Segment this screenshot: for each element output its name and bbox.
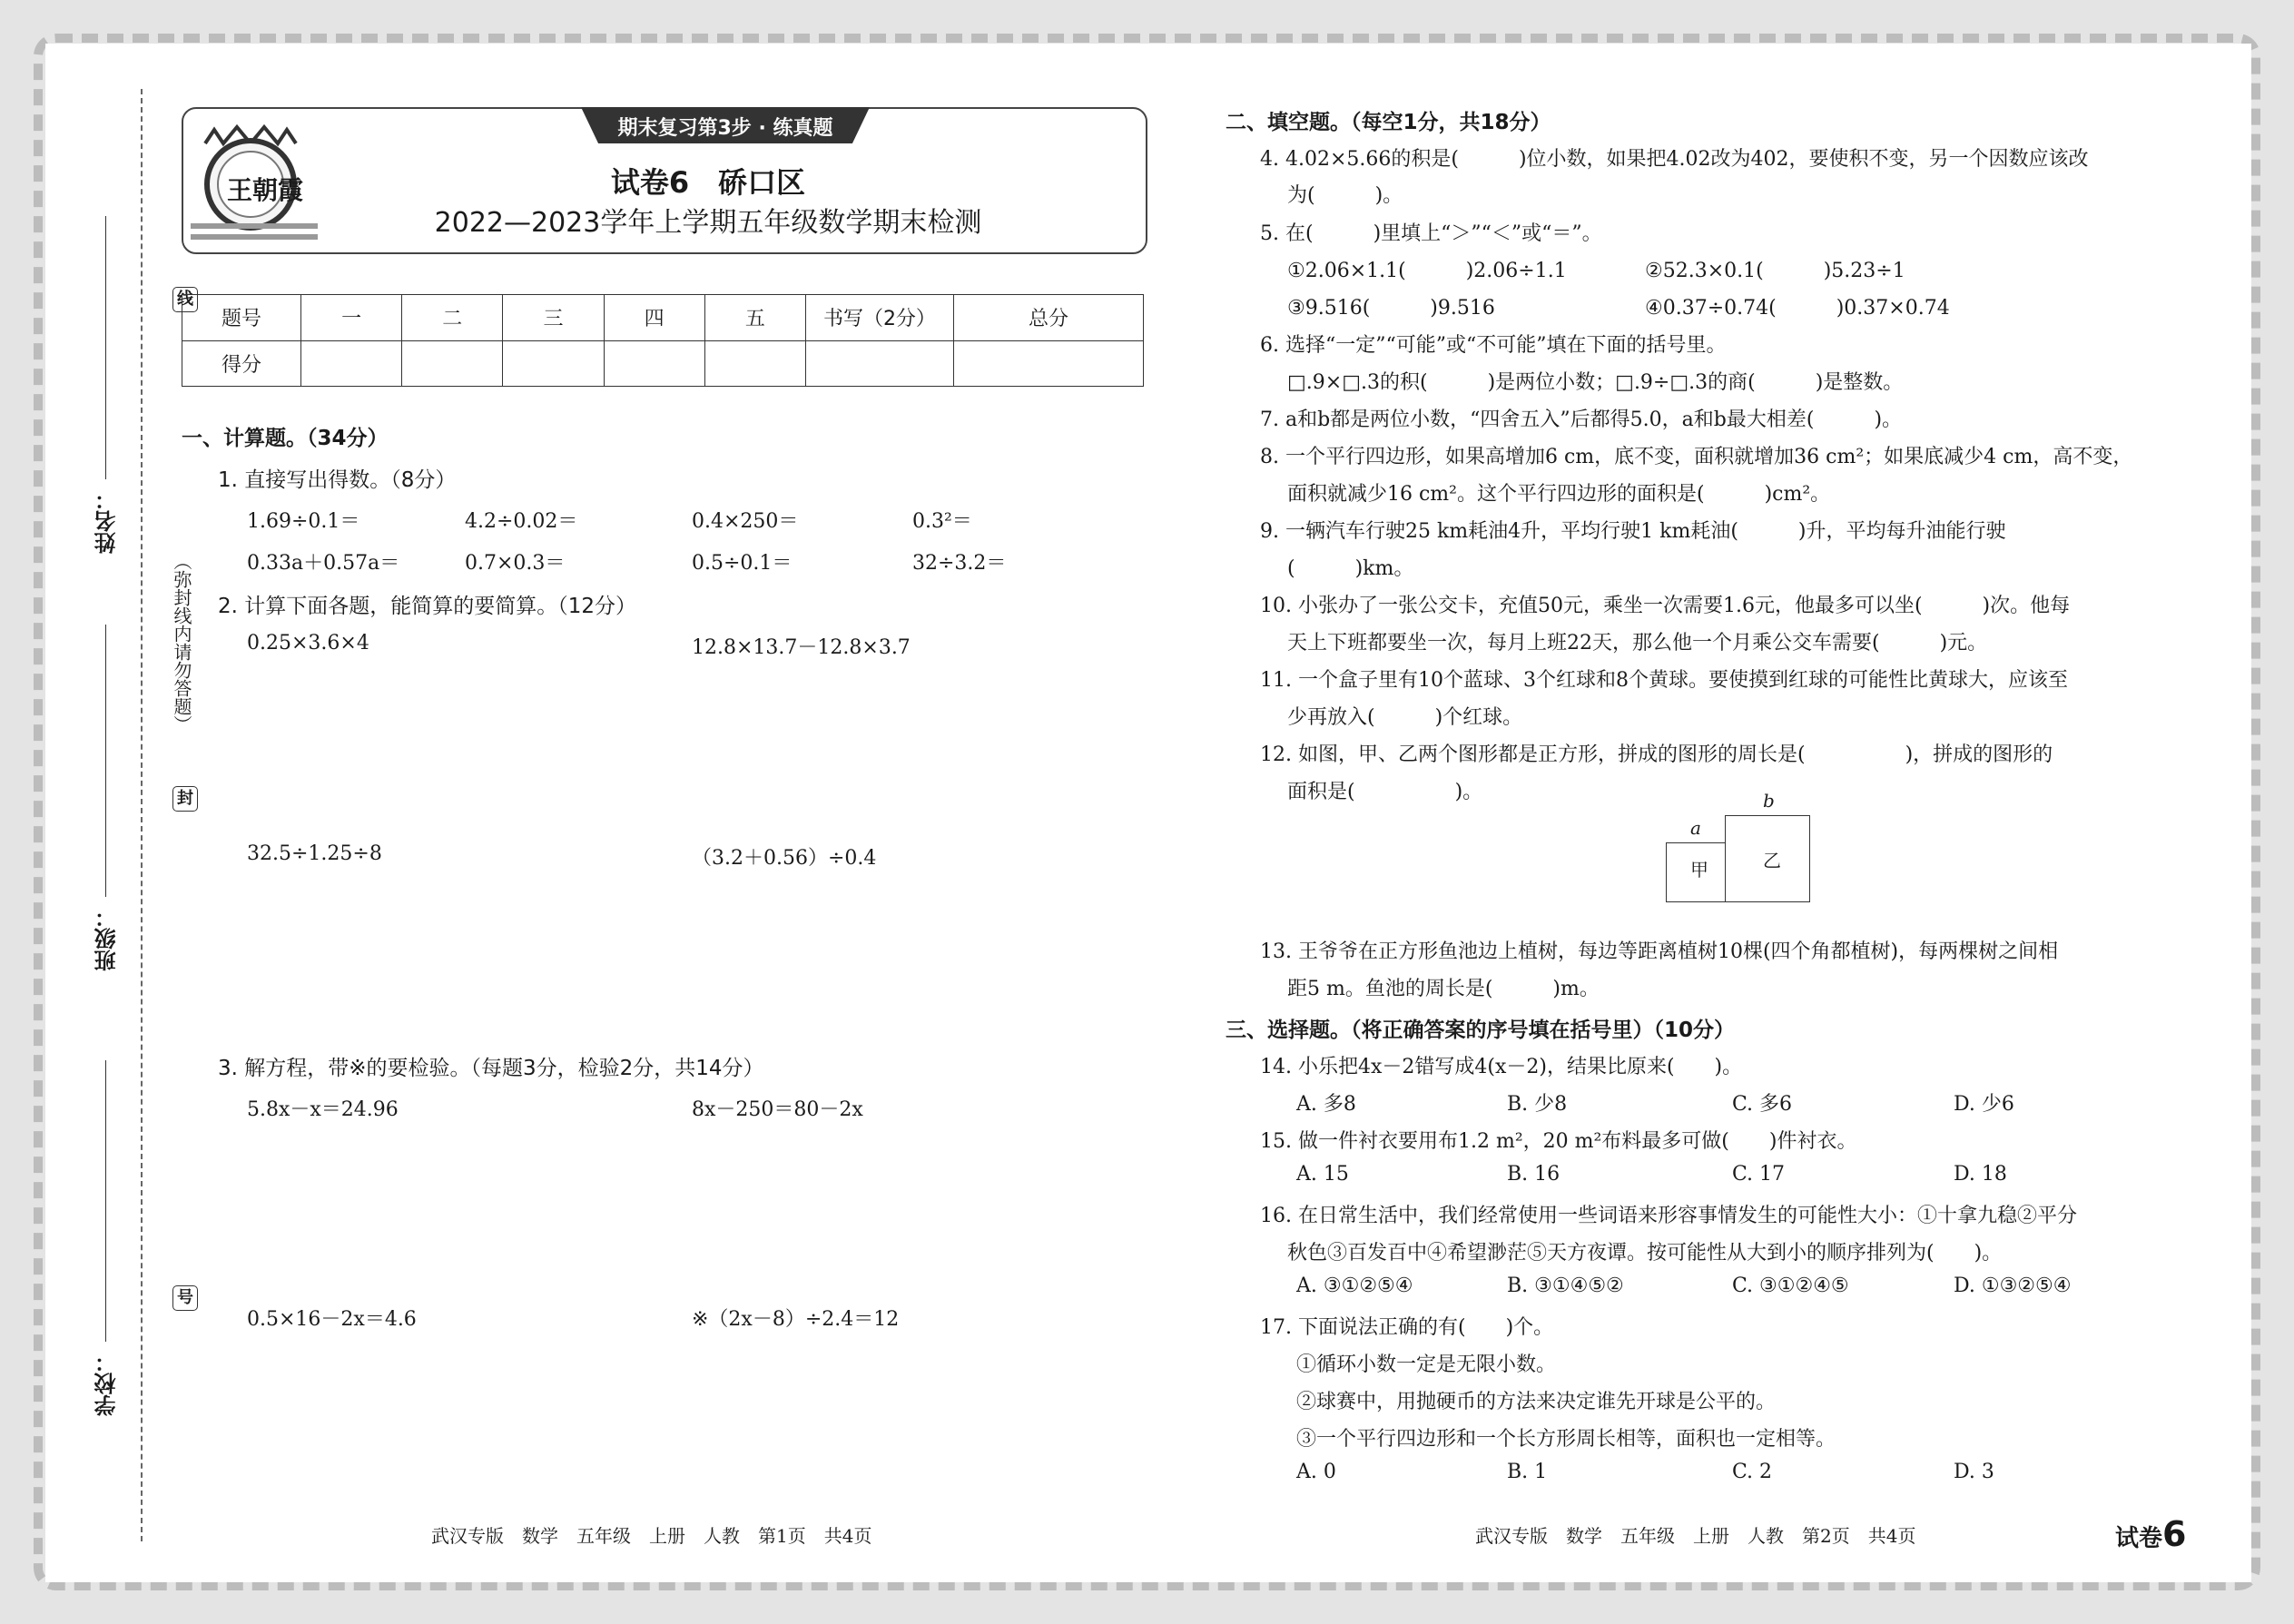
q14-option[interactable]: A. 多8 [1296, 1093, 1356, 1116]
score-header-cell: 五 [704, 295, 805, 341]
score-cell[interactable] [805, 340, 953, 387]
score-value-row [182, 340, 1144, 387]
question-17: 17. 下面说法正确的有( )个。 [1260, 1316, 1554, 1339]
question-12: 12. 如图，甲、乙两个图形都是正方形，拼成的图形的周长是( )，拼成的图形的 [1260, 743, 2053, 766]
banner: 期末复习第3步 · 练真题 [617, 117, 833, 140]
score-cell[interactable] [704, 340, 805, 387]
school-field[interactable] [105, 1060, 106, 1342]
question-3: 3. 解方程，带※的要检验。（每题3分，检验2分，共14分） [218, 1057, 764, 1080]
q17-statement: ①循环小数一定是无限小数。 [1296, 1353, 1557, 1376]
exam-page [45, 44, 2251, 1582]
q15-option[interactable]: A. 15 [1296, 1163, 1349, 1186]
score-header-row [182, 295, 1144, 341]
question-4: 4. 4.02×5.66的积是( )位小数，如果把4.02改为402，要使积不变，另一个因数应该改 [1260, 148, 2089, 171]
score-header-cell: 一 [301, 295, 402, 341]
question-7: 7. a和b都是两位小数，“四舍五入”后都得5.0，a和b最大相差( )。 [1260, 408, 1903, 431]
q16-option[interactable]: A. ③①②⑤④ [1296, 1275, 1413, 1297]
q15-option[interactable]: D. 18 [1954, 1163, 2007, 1186]
score-cell[interactable] [604, 340, 704, 387]
q17-option[interactable]: D. 3 [1954, 1461, 1994, 1483]
label-a: a [1690, 817, 1701, 839]
q1-item: 4.2÷0.02＝ [465, 510, 578, 533]
hao-mark: 号 [172, 1285, 198, 1311]
score-cell[interactable] [301, 340, 402, 387]
q2-item: 12.8×13.7－12.8×3.7 [692, 636, 911, 659]
q14-option[interactable]: C. 多6 [1732, 1093, 1793, 1116]
class-field[interactable] [105, 625, 106, 897]
question-5: 5. 在( )里填上“＞”“＜”或“＝”。 [1260, 222, 1602, 245]
label-jia: 甲 [1690, 859, 1708, 881]
footer-left: 武汉专版 数学 五年级 上册 人教 第1页 共4页 [431, 1525, 872, 1547]
question-16-cont: 秋色③百发百中④希望渺茫⑤天方夜谭。按可能性从大到小的顺序排列为( )。 [1287, 1242, 2003, 1265]
name-field[interactable] [105, 216, 106, 479]
q16-option[interactable]: C. ③①②④⑤ [1732, 1275, 1849, 1297]
question-12-cont: 面积是( )。 [1287, 781, 1483, 803]
class-label: 班级： [94, 906, 120, 971]
seal-line [141, 89, 143, 1541]
question-4-cont: 为( )。 [1287, 184, 1403, 207]
question-10: 10. 小张办了一张公交卡，充值50元，乘坐一次需要1.6元，他最多可以坐( )次。他每 [1260, 595, 2071, 617]
question-11-cont: 少再放入( )个红球。 [1287, 706, 1523, 729]
section-3-heading: 三、选择题。（将正确答案的序号填在括号里）（10分） [1226, 1019, 1736, 1042]
q1-item: 0.3²＝ [912, 510, 972, 533]
q1-item: 0.33a＋0.57a＝ [247, 552, 400, 575]
question-10-cont: 天上下班都要坐一次，每月上班22天，那么他一个月乘公交车需要( )元。 [1287, 632, 1988, 655]
q17-option[interactable]: B. 1 [1507, 1461, 1548, 1483]
q5-item: ②52.3×0.1( )5.23÷1 [1645, 260, 1905, 282]
question-15: 15. 做一件衬衣要用布1.2 m²，20 m²布料最多可做( )件衬衣。 [1260, 1130, 1857, 1153]
question-2: 2. 计算下面各题，能简算的要简算。（12分） [218, 595, 637, 618]
school-label: 学校： [94, 1351, 120, 1416]
paper-label [2115, 1514, 2186, 1554]
score-header-cell: 三 [503, 295, 604, 341]
logo-text: 王朝霞 [227, 175, 304, 205]
q15-option[interactable]: B. 16 [1507, 1163, 1561, 1186]
question-6-cont: □.9×□.3的积( )是两位小数；□.9÷□.3的商( )是整数。 [1287, 371, 1904, 394]
q5-item: ①2.06×1.1( )2.06÷1.1 [1287, 260, 1567, 282]
question-9: 9. 一辆汽车行驶25 km耗油4升，平均行驶1 km耗油( )升，平均每升油能行驶 [1260, 520, 2006, 543]
q1-item: 0.7×0.3＝ [465, 552, 566, 575]
question-11: 11. 一个盒子里有10个蓝球、3个红球和8个黄球。要使摸到红球的可能性比黄球大，应该至 [1260, 669, 2068, 692]
footer-right: 武汉专版 数学 五年级 上册 人教 第2页 共4页 [1475, 1525, 1916, 1547]
score-table [182, 294, 1144, 387]
paper-number: 6 [2162, 1514, 2187, 1554]
score-row-label: 得分 [182, 340, 301, 387]
q16-option[interactable]: D. ①③②⑤④ [1954, 1275, 2072, 1297]
score-cell[interactable] [503, 340, 604, 387]
paper-label-text: 试卷 [2115, 1525, 2163, 1552]
name-label: 姓名： [94, 488, 120, 554]
logo [187, 116, 323, 252]
label-yi: 乙 [1763, 850, 1781, 871]
q2-item: （3.2＋0.56）÷0.4 [692, 847, 877, 870]
page-title: 试卷6 硚口区 [610, 165, 806, 200]
xian-mark: 线 [172, 287, 198, 312]
question-13-cont: 距5 m。鱼池的周长是( )m。 [1287, 978, 1600, 1000]
q5-item: ③9.516( )9.516 [1287, 297, 1495, 320]
q14-option[interactable]: D. 少6 [1954, 1093, 2014, 1116]
score-cell[interactable] [402, 340, 503, 387]
q3-item: ※（2x－8）÷2.4＝12 [692, 1308, 900, 1331]
q17-statement: ②球赛中，用抛硬币的方法来决定谁先开球是公平的。 [1296, 1391, 1777, 1413]
section-2-heading: 二、填空题。（每空1分，共18分） [1226, 111, 1551, 134]
question-8: 8. 一个平行四边形，如果高增加6 cm，底不变，面积就增加36 cm²；如果底减少4 cm，高不变， [1260, 446, 2133, 468]
q15-option[interactable]: C. 17 [1732, 1163, 1786, 1186]
q1-item: 1.69÷0.1＝ [247, 510, 360, 533]
score-header-cell: 二 [402, 295, 503, 341]
score-header-cell: 书写（2分） [805, 295, 953, 341]
score-cell[interactable] [953, 340, 1143, 387]
question-6: 6. 选择“一定”“可能”或“不可能”填在下面的括号里。 [1260, 334, 1727, 357]
q2-item: 0.25×3.6×4 [247, 632, 369, 655]
q17-option[interactable]: C. 2 [1732, 1461, 1773, 1483]
q16-option[interactable]: B. ③①④⑤② [1507, 1275, 1624, 1297]
question-13: 13. 王爷爷在正方形鱼池边上植树，每边等距离植树10棵(四个角都植树)，每两棵树之间相 [1260, 940, 2059, 963]
q3-item: 8x－250＝80－2x [692, 1098, 863, 1121]
score-header-cell: 总分 [953, 295, 1143, 341]
question-9-cont: ( )km。 [1287, 557, 1414, 580]
q17-statement: ③一个平行四边形和一个长方形周长相等，面积也一定相等。 [1296, 1428, 1836, 1451]
question-14: 14. 小乐把4x－2错写成4(x－2)，结果比原来( )。 [1260, 1056, 1743, 1078]
q14-option[interactable]: B. 少8 [1507, 1093, 1568, 1116]
q17-option[interactable]: A. 0 [1296, 1461, 1336, 1483]
q5-item: ④0.37÷0.74( )0.37×0.74 [1645, 297, 1950, 320]
q3-item: 5.8x－x＝24.96 [247, 1098, 399, 1121]
label-b: b [1763, 790, 1775, 812]
score-header-cell: 题号 [182, 295, 301, 341]
seal-note: （弥封线内请勿答题） [171, 552, 192, 733]
feng-mark: 封 [172, 786, 198, 812]
score-header-cell: 四 [604, 295, 704, 341]
q1-item: 0.4×250＝ [692, 510, 799, 533]
q1-item: 0.5÷0.1＝ [692, 552, 793, 575]
question-8-cont: 面积就减少16 cm²。这个平行四边形的面积是( )cm²。 [1287, 483, 1831, 506]
q2-item: 32.5÷1.25÷8 [247, 842, 382, 865]
q1-item: 32÷3.2＝ [912, 552, 1007, 575]
question-1: 1. 直接写出得数。（8分） [218, 468, 457, 492]
section-1-heading: 一、计算题。（34分） [182, 427, 389, 450]
page-subtitle: 2022—2023学年上学期五年级数学期末检测 [434, 207, 982, 239]
q3-item: 0.5×16－2x＝4.6 [247, 1308, 417, 1331]
question-16: 16. 在日常生活中，我们经常使用一些词语来形容事情发生的可能性大小：①十拿九稳②平分 [1260, 1205, 2077, 1227]
